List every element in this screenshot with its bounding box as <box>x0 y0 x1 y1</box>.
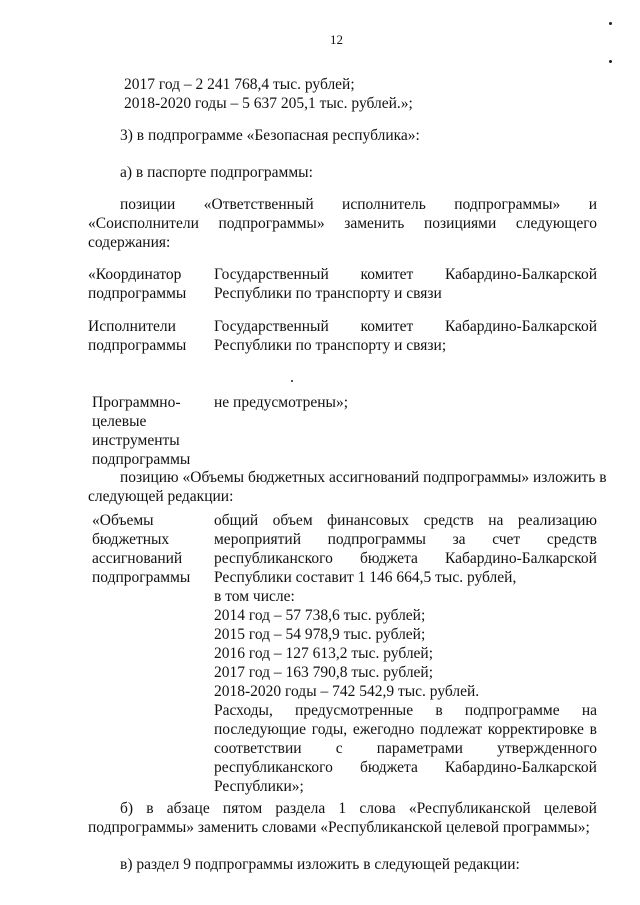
word: Кабардино-Балкарской <box>445 759 597 776</box>
word: ежегодно <box>352 721 415 738</box>
value-line <box>214 739 597 758</box>
word: объем <box>272 512 313 529</box>
word: Расходы, <box>214 702 273 719</box>
value-line: Республики составит 1 146 664,5 тыс. рублей, <box>214 569 517 586</box>
word: на <box>581 702 597 719</box>
word: за <box>452 531 466 548</box>
word: исполнитель <box>342 196 426 213</box>
coordinator-label <box>88 265 186 303</box>
word: мероприятий <box>214 531 302 548</box>
word: общий <box>214 512 259 529</box>
item-a-heading: а) в паспорте подпрограммы: <box>120 164 313 181</box>
year-amount-line: 2017 год – 163 790,8 тыс. рублей; <box>214 664 434 681</box>
word: подлежат <box>420 721 483 738</box>
item-c-heading: в) раздел 9 подпрограммы изложить в следующей редакции: <box>120 856 520 873</box>
word: «Ответственный <box>203 196 314 213</box>
word: предусмотренные <box>295 702 414 719</box>
year-amount-line: 2014 год – 57 738,6 тыс. рублей; <box>214 607 426 624</box>
text-line: 2018-2020 годы – 5 637 205,1 тыс. рублей.»; <box>124 95 413 112</box>
scan-mark <box>609 60 612 63</box>
scan-mark <box>291 380 293 382</box>
word: Государственный <box>214 266 329 283</box>
word: корректировке <box>487 721 584 738</box>
word: счет <box>492 531 521 548</box>
label-line: подпрограммы <box>92 451 191 468</box>
word: республиканского <box>214 759 333 776</box>
year-amount-line: 2016 год – 127 613,2 тыс. рублей; <box>214 645 434 662</box>
word: средств <box>423 512 474 529</box>
paragraph-line <box>88 214 597 233</box>
word: Кабардино-Балкарской <box>445 266 597 283</box>
word: параметрами <box>376 740 463 757</box>
word: комитет <box>360 318 414 335</box>
word: соответствии <box>214 740 302 757</box>
volumes-label <box>92 511 190 587</box>
paragraph-line <box>120 799 597 818</box>
word: следующего <box>515 215 597 232</box>
word: Кабардино-Балкарской <box>445 550 597 567</box>
instruments-value: не предусмотрены»; <box>214 394 348 411</box>
label-line: подпрограммы <box>88 285 187 302</box>
word: б) <box>120 800 134 817</box>
value-line: Республики по транспорту и связи <box>214 285 442 302</box>
word: Кабардино-Балкарской <box>445 318 597 335</box>
label-line: бюджетных <box>92 531 170 548</box>
value-line: в том числе: <box>214 588 295 605</box>
paragraph-line: позицию «Объемы бюджетных ассигнований подпрограммы» изложить в <box>120 469 607 486</box>
label-line: «Объемы <box>92 512 154 529</box>
text-line: 2017 год – 2 241 768,4 тыс. рублей; <box>124 76 355 93</box>
word: республиканского <box>214 550 333 567</box>
paragraph-line: содержания: <box>88 234 171 251</box>
executors-value <box>214 317 597 355</box>
coordinator-value <box>214 265 597 303</box>
executors-label <box>88 317 186 355</box>
label-line: инструменты <box>92 432 180 449</box>
word: позиции <box>120 196 176 213</box>
value-line <box>214 530 597 549</box>
word: заменить <box>344 215 405 232</box>
word: «Республиканской <box>408 800 531 817</box>
word: бюджета <box>360 759 418 776</box>
year-amount-line: 2015 год – 54 978,9 тыс. рублей; <box>214 626 426 643</box>
value-line <box>214 511 597 530</box>
word: целевой <box>543 800 597 817</box>
value-line <box>214 265 597 284</box>
word: утвержденного <box>497 740 597 757</box>
word: в <box>435 702 443 719</box>
label-line: подпрограммы <box>88 337 187 354</box>
word: и <box>588 196 597 213</box>
value-line <box>214 758 597 777</box>
word: раздела <box>275 800 326 817</box>
word: финансовых <box>327 512 410 529</box>
label-line: подпрограммы <box>92 569 191 586</box>
word: средств <box>546 531 597 548</box>
value-line: Республики»; <box>214 778 304 795</box>
word: подпрограмме <box>464 702 560 719</box>
word: слова <box>359 800 396 817</box>
word: в <box>589 721 597 738</box>
word: Государственный <box>214 318 329 335</box>
paragraph-line: подпрограммы» заменить словами «Республиканской целевой программы»; <box>88 819 590 836</box>
word: пятом <box>222 800 263 817</box>
value-line <box>214 701 597 720</box>
word: годы, <box>311 721 348 738</box>
label-line: ассигнований <box>92 550 183 567</box>
word: подпрограммы <box>327 531 426 548</box>
value-line <box>214 317 597 336</box>
word: с <box>335 740 343 757</box>
word: на <box>488 512 504 529</box>
year-amount-line: 2018-2020 годы – 742 542,9 тыс. рублей. <box>214 683 480 700</box>
value-line <box>214 720 597 739</box>
word: реализацию <box>517 512 597 529</box>
label-line: Программно- <box>92 394 181 411</box>
page-number: 12 <box>330 32 343 47</box>
volumes-value <box>214 511 597 796</box>
label-line: целевые <box>92 413 147 430</box>
scan-mark <box>609 22 612 25</box>
word: бюджета <box>360 550 418 567</box>
word: «Соисполнители <box>88 215 199 232</box>
word: 1 <box>338 800 347 817</box>
word: абзаце <box>166 800 210 817</box>
value-line: Республики по транспорту и связи; <box>214 337 447 354</box>
item-3-heading: 3) в подпрограмме «Безопасная республика»: <box>120 127 420 144</box>
word: в <box>146 800 154 817</box>
word: комитет <box>360 266 414 283</box>
value-line <box>214 549 597 568</box>
instruments-label <box>92 393 190 469</box>
word: подпрограммы» <box>454 196 561 213</box>
label-line: Исполнители <box>88 318 176 335</box>
paragraph-line <box>120 195 597 214</box>
word: позициями <box>423 215 497 232</box>
paragraph-line: следующей редакции: <box>88 488 234 505</box>
word: последующие <box>214 721 307 738</box>
label-line: «Координатор <box>88 266 182 283</box>
word: подпрограммы» <box>218 215 325 232</box>
